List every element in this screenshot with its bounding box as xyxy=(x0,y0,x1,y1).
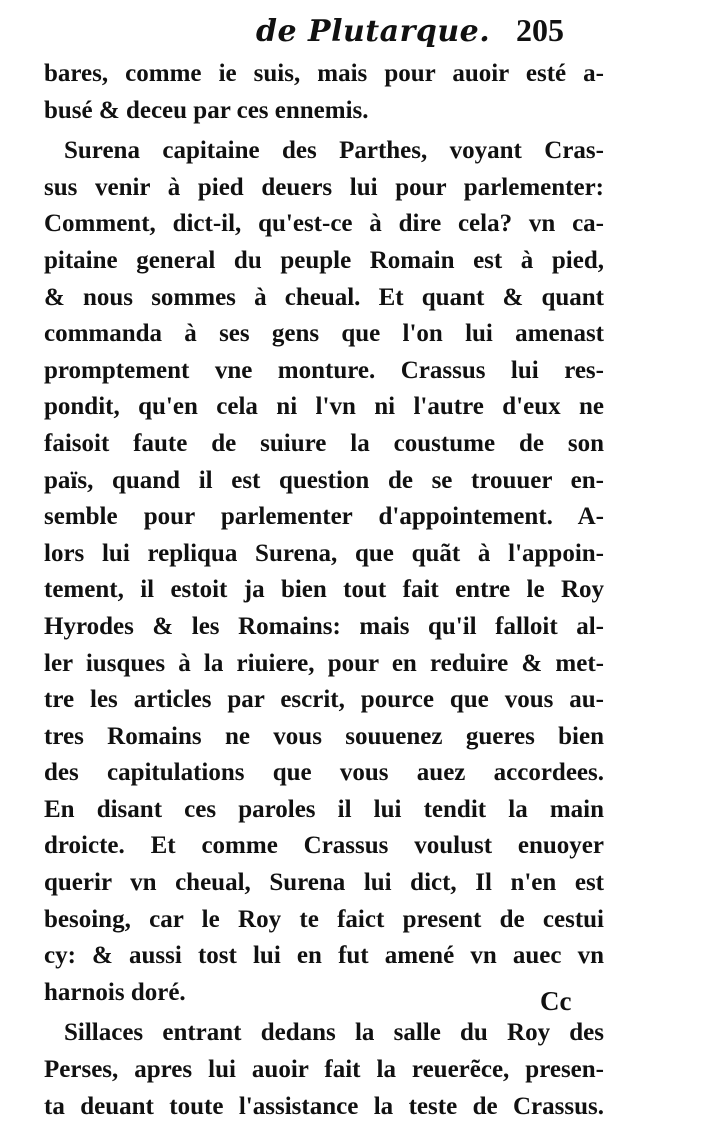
text-line: lors lui repliqua Surena, que quãt à l'appoin- xyxy=(44,539,604,567)
text-line: Comment, dict-il, qu'est-ce à dire cela? vn ca- xyxy=(44,210,604,238)
running-head xyxy=(0,8,728,48)
text-line: pondit, qu'en cela ni l'vn ni l'autre d'eux ne xyxy=(44,393,604,421)
running-title: de Plutarque. xyxy=(256,14,491,49)
paragraph-1 xyxy=(44,56,604,129)
text-line: païs, quand il est question de se trouuer en- xyxy=(44,466,604,494)
text-line: pitaine general du peuple Romain est à pied, xyxy=(44,246,604,274)
paragraph-3 xyxy=(44,1015,604,1125)
catchword: Cc xyxy=(540,986,572,1016)
text-line: tre les articles par escrit, pource que vous au- xyxy=(44,686,604,714)
text-line: droicte. Et comme Crassus voulust enuoyer xyxy=(44,832,604,860)
text-line: bares, comme ie suis, mais pour auoir esté a- xyxy=(44,60,604,87)
body-text xyxy=(44,56,604,1125)
text-line: harnois doré. xyxy=(44,978,186,1006)
text-line: commanda à ses gens que l'on lui amenast xyxy=(44,320,604,348)
text-line: En disant ces paroles il lui tendit la main xyxy=(44,795,604,823)
paragraph-2 xyxy=(44,133,604,1011)
text-line: querir vn cheual, Surena lui dict, Il n'en est xyxy=(44,869,604,897)
text-line: & nous sommes à cheual. Et quant & quant xyxy=(44,283,604,311)
text-line: Perses, apres lui auoir fait la reuerẽce, presen- xyxy=(44,1056,604,1084)
text-line: cy: & aussi tost lui en fut amené vn auec vn xyxy=(44,942,604,970)
text-line: Surena capitaine des Parthes, voyant Cras- xyxy=(64,137,604,165)
text-line: promptement vne monture. Crassus lui res- xyxy=(44,356,604,384)
text-line: Hyrodes & les Romains: mais qu'il falloit al- xyxy=(44,612,604,640)
text-line: des capitulations que vous auez accordees. xyxy=(44,759,604,787)
text-line: ta deuant toute l'assistance la teste de Crassus. xyxy=(44,1092,604,1120)
text-line: tement, il estoit ja bien tout fait entre le Roy xyxy=(44,576,604,604)
text-line: faisoit faute de suiure la coustume de son xyxy=(44,429,604,457)
text-line: busé & deceu par ces ennemis. xyxy=(44,96,369,124)
text-line: ler iusques à la riuiere, pour en reduire & met- xyxy=(44,649,604,677)
text-line: semble pour parlementer d'appointement. A- xyxy=(44,503,604,531)
text-line: sus venir à pied deuers lui pour parlementer: xyxy=(44,173,604,201)
text-line: Sillaces entrant dedans la salle du Roy des xyxy=(64,1019,604,1047)
text-line: besoing, car le Roy te faict present de cestui xyxy=(44,905,604,933)
text-line: tres Romains ne vous souuenez gueres bien xyxy=(44,722,604,750)
page-number: 205 xyxy=(516,12,564,48)
